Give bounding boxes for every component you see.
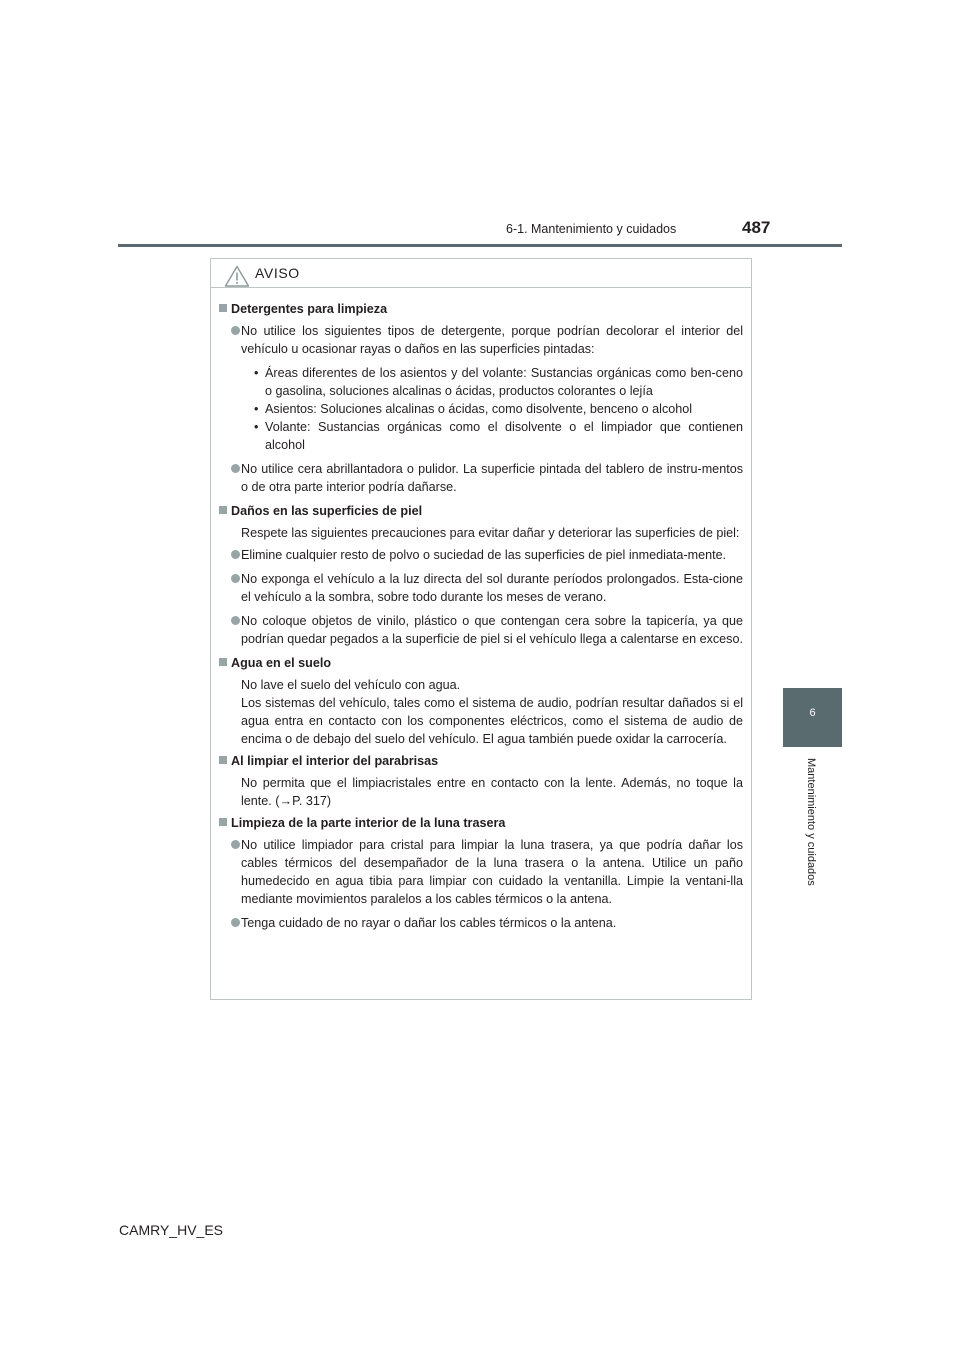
circle-bullet-icon — [231, 574, 240, 583]
chapter-number: 6 — [809, 707, 816, 719]
bullet-item — [219, 322, 743, 358]
bullet-item — [219, 570, 743, 606]
bullet-item — [219, 612, 743, 648]
sub-item-text: Asientos: Soluciones alcalinas o ácidas, como disolvente, benceno o alcohol — [265, 402, 693, 416]
dot-marker: • — [254, 420, 259, 434]
bullet-item — [219, 914, 743, 932]
warning-notice — [210, 258, 752, 1000]
paragraph: Los sistemas del vehículo, tales como el sistema de audio, podrían resultar dañados si el agua entra en contacto con los componentes eléctricos, como el sistema de audio de encima o de debajo del suelo del vehículo. El agua también puede oxidar la carrocería. — [241, 696, 743, 746]
section-heading — [219, 300, 743, 318]
paragraph: No permita que el limpiacristales entre en contacto con la lente. Además, no toque la lente. (→P. 317) — [241, 776, 743, 808]
bullet-item — [219, 836, 743, 908]
notice-title: AVISO — [255, 265, 300, 281]
notice-body — [211, 300, 751, 938]
sub-item-text: Áreas diferentes de los asientos y del volante: Sustancias orgánicas como ben-ceno o gasolina, soluciones alcalinas o ácidas, productos colorantes o lejía — [265, 366, 743, 398]
section-heading-text: Daños en las superficies de piel — [231, 504, 423, 518]
dot-marker: • — [254, 402, 259, 416]
square-bullet-icon — [219, 756, 227, 764]
sub-item — [219, 364, 743, 400]
chapter-label-column — [805, 758, 819, 908]
section-heading-text: Agua en el suelo — [231, 656, 332, 670]
page-number: 487 — [742, 218, 771, 237]
section-heading-text: Limpieza de la parte interior de la luna trasera — [231, 816, 506, 830]
section-heading-text: Detergentes para limpieza — [231, 302, 388, 316]
bullet-text: No exponga el vehículo a la luz directa del sol durante períodos prolongados. Esta-cione el vehículo a la sombra, sobre todo durante los meses de verano. — [241, 572, 743, 604]
circle-bullet-icon — [231, 464, 240, 473]
sub-item-text: Volante: Sustancias orgánicas como el disolvente o el limpiador que contienen alcohol — [265, 420, 743, 452]
bullet-text: No coloque objetos de vinilo, plástico o que contengan cera sobre la tapicería, ya que podrían quedar pegados a la superficie de piel si el vehículo llega a calentarse en exceso. — [241, 614, 743, 646]
circle-bullet-icon — [231, 840, 240, 849]
section-heading — [219, 502, 743, 520]
square-bullet-icon — [219, 658, 227, 666]
notice-header — [211, 259, 751, 288]
bullet-item — [219, 546, 743, 564]
section-heading — [219, 752, 743, 770]
sub-list — [219, 364, 743, 454]
warning-triangle-icon — [224, 265, 250, 287]
bullet-text: No utilice los siguientes tipos de detergente, porque podrían decolorar el interior del vehículo u ocasionar rayas o daños en las superficies pintadas: — [241, 324, 743, 356]
paragraph: No lave el suelo del vehículo con agua. — [241, 678, 461, 692]
bullet-item — [219, 460, 743, 496]
sub-item — [219, 400, 743, 418]
section-heading — [219, 654, 743, 672]
circle-bullet-icon — [231, 918, 240, 927]
bullet-text: No utilice cera abrillantadora o pulidor. La superficie pintada del tablero de instru-mentos o de otra parte interior podría dañarse. — [241, 462, 743, 494]
document-code: CAMRY_HV_ES — [119, 1222, 224, 1238]
bullet-text: Elimine cualquier resto de polvo o suciedad de las superficies de piel inmediata-mente. — [241, 548, 727, 562]
chapter-label: Mantenimiento y cuidados — [805, 758, 817, 886]
circle-bullet-icon — [231, 326, 240, 335]
section-heading — [219, 814, 743, 832]
section-heading-text: Al limpiar el interior del parabrisas — [231, 754, 439, 768]
paragraph: Respete las siguientes precauciones para evitar dañar y deteriorar las superficies de piel: — [241, 526, 740, 540]
header-rule — [118, 244, 842, 247]
sub-item — [219, 418, 743, 454]
dot-marker: • — [254, 366, 259, 380]
square-bullet-icon — [219, 304, 227, 312]
square-bullet-icon — [219, 818, 227, 826]
circle-bullet-icon — [231, 616, 240, 625]
bullet-text: No utilice limpiador para cristal para limpiar la luna trasera, ya que podría dañar los cables térmicos del desempañador de la luna trasera o la antena. Utilice un paño humedecido en agua tibia para limpiar con cuidado la ventanilla. Limpie la ventani-lla mediante movimientos paralelos a los cables térmicos o la antena. — [241, 838, 743, 906]
section-title: 6-1. Mantenimiento y cuidados — [506, 222, 677, 236]
chapter-tab — [783, 688, 842, 747]
square-bullet-icon — [219, 506, 227, 514]
bullet-text: Tenga cuidado de no rayar o dañar los cables térmicos o la antena. — [241, 916, 617, 930]
circle-bullet-icon — [231, 550, 240, 559]
